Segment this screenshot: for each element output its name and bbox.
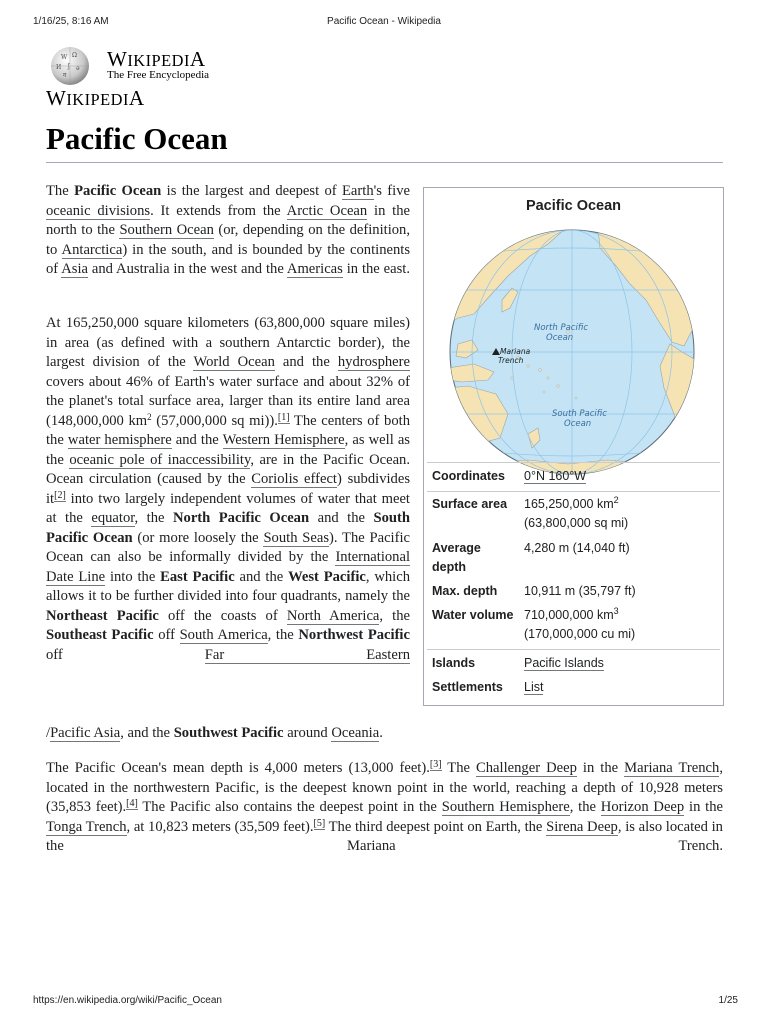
svg-text:И: И: [56, 64, 62, 71]
infobox-label: Max. depth: [432, 584, 498, 598]
map-label-south-pacific-ocean: Ocean: [564, 419, 592, 429]
superscript: 3: [613, 606, 619, 616]
infobox-label: Settlements: [432, 680, 503, 694]
text: and Australia in the west and the: [88, 261, 287, 277]
label-line: Average: [432, 541, 481, 555]
infobox-value: 10,911 m (35,797 ft): [524, 584, 636, 598]
bold-term: Southwest Pacific: [173, 725, 284, 741]
text: The third deepest point on Earth, the: [325, 818, 547, 835]
text: , the: [134, 510, 173, 526]
text: (or, depending on the definition, to: [46, 222, 410, 258]
value-text: (63,800,000 sq mi): [524, 516, 629, 530]
paragraph-area: [46, 314, 410, 665]
link-water-hemisphere[interactable]: water hemisphere: [67, 432, 172, 448]
print-timestamp: 1/16/25, 8:16 AM: [33, 16, 109, 27]
infobox-label: [432, 539, 524, 577]
link-antarctica[interactable]: Antarctica: [61, 241, 123, 258]
link-challenger-deep[interactable]: Challenger Deep: [476, 760, 577, 776]
text: , and the: [120, 725, 174, 741]
link-north-america[interactable]: North America: [286, 607, 380, 624]
text: , at 10,823 meters (35,509 feet).: [126, 818, 314, 835]
text: The Pacific Ocean's mean depth is 4,000 meters (13,000 feet).: [46, 760, 430, 776]
wikipedia-globe-icon[interactable]: [46, 44, 94, 86]
svg-text:ə: ə: [76, 65, 80, 72]
infobox-value: 4,280 m (14,040 ft): [524, 541, 630, 555]
text: (57,000,000 sq mi)).: [151, 412, 278, 429]
link-coordinates[interactable]: 0°N 160°W: [524, 469, 587, 483]
label-line: depth: [432, 560, 467, 574]
bold-term: Northwest Pacific: [298, 627, 410, 643]
text: in the north to the: [46, 202, 410, 238]
text: , located in the northwestern Pacific, is the deepest known point in the world, reaching a depth of 10,928 meters (35,853 feet).: [46, 760, 723, 815]
map-label-north-pacific: North Pacific: [534, 323, 589, 333]
superscript: 2: [147, 411, 152, 422]
text: and the: [171, 432, 223, 448]
paragraph-area-continued: [46, 724, 723, 744]
pacific-ocean-globe-map[interactable]: [448, 228, 696, 476]
paragraph-depth: [46, 759, 723, 857]
bold-term: West Pacific: [288, 568, 366, 585]
text: The Pacific also contains the deepest point in the: [137, 799, 442, 815]
link-south-seas[interactable]: South Seas: [263, 529, 330, 546]
value-text: (170,000,000 cu mi): [524, 627, 636, 641]
link-oceania[interactable]: Oceania: [331, 725, 380, 741]
text: off the coasts of: [158, 607, 287, 624]
link-far-eastern[interactable]: Far Eastern: [204, 646, 410, 663]
text: . It extends from the: [150, 202, 287, 219]
text: , the: [569, 799, 601, 815]
print-url: https://en.wikipedia.org/wiki/Pacific_Ocean: [33, 995, 222, 1006]
text: At 165,250,000 square kilometers (63,800,000 square miles) in area (as defined with a southern Antarctic border), the largest division of the: [46, 315, 410, 370]
link-equator[interactable]: equator: [91, 510, 135, 526]
link-pacific-asia[interactable]: Pacific Asia: [50, 725, 121, 741]
text: The: [46, 183, 75, 199]
text: , is also located in the Mariana Trench.: [46, 818, 723, 854]
link-hydrosphere[interactable]: hydrosphere: [337, 354, 410, 370]
text: is the largest and deepest of: [161, 183, 343, 199]
print-page-counter: 1/25: [718, 995, 738, 1006]
infobox-divider: [427, 462, 720, 463]
wordmark2-rest: IKIPEDI: [66, 90, 129, 109]
link-mariana-trench[interactable]: Mariana Trench: [624, 760, 720, 776]
title-divider: [46, 162, 723, 163]
svg-text:ग: ग: [63, 72, 67, 79]
infobox-divider: [427, 491, 720, 492]
link-oceanic-divisions[interactable]: oceanic divisions: [46, 202, 151, 219]
text: The: [441, 760, 477, 776]
text: around: [283, 725, 332, 741]
link-international-date-line[interactable]: International Date Line: [46, 549, 410, 585]
infobox-title: Pacific Ocean: [525, 198, 622, 214]
infobox-label: Surface area: [432, 497, 508, 511]
text: 's five: [373, 183, 410, 199]
paragraph-intro: [46, 182, 410, 280]
infobox-label: Islands: [432, 656, 476, 670]
link-pole-of-inaccessibility[interactable]: oceanic pole of inaccessibility: [69, 451, 251, 468]
text: , the: [379, 607, 410, 624]
text: and the: [234, 568, 289, 585]
text: ) in the south, and is bounded by the continents of: [46, 241, 411, 277]
text: into two largely independent volumes of water that meet at the: [46, 490, 410, 526]
map-label-south-pacific: South Pacific: [552, 409, 607, 419]
text: covers about 46% of Earth's water surface and about 32% of the planet's total surface area, larger than its entire land area (148,000,000 km: [46, 373, 410, 429]
link-southern-hemisphere[interactable]: Southern Hemisphere: [441, 799, 570, 815]
infobox-value: [524, 495, 720, 533]
map-label-trench: Trench: [498, 356, 524, 365]
text: off: [46, 646, 205, 663]
citation-5[interactable]: [5]: [313, 817, 326, 829]
text: in the: [684, 799, 723, 815]
text: and the: [274, 354, 338, 370]
wordmark-first-letter: W: [107, 47, 128, 71]
page-title: Pacific Ocean: [46, 121, 228, 156]
citation-4[interactable]: [4]: [126, 798, 138, 809]
wikipedia-tagline: The Free Encyclopedia: [107, 69, 210, 81]
wikipedia-wordmark-secondary[interactable]: [46, 86, 145, 111]
text: off: [153, 627, 180, 643]
text: in the: [576, 760, 625, 776]
link-americas[interactable]: Americas: [286, 261, 343, 277]
text: The centers of both the: [46, 412, 410, 448]
link-asia[interactable]: Asia: [61, 261, 89, 277]
text: (or more loosely the: [132, 529, 264, 546]
bold-term: East Pacific: [160, 568, 235, 585]
link-arctic-ocean[interactable]: Arctic Ocean: [286, 202, 368, 219]
infobox-value: [524, 606, 720, 644]
map-label-north-pacific-ocean: Ocean: [546, 333, 574, 343]
link-world-ocean[interactable]: World Ocean: [193, 354, 275, 370]
text: into the: [105, 568, 161, 585]
wordmark2-last-letter: A: [128, 86, 145, 110]
bold-term: South Pacific Ocean: [46, 510, 410, 546]
link-southern-ocean[interactable]: Southern Ocean: [119, 222, 214, 238]
link-coriolis-effect[interactable]: Coriolis effect: [251, 471, 337, 487]
superscript: 2: [613, 495, 619, 505]
citation-2[interactable]: [2]: [54, 489, 66, 501]
link-settlements-list[interactable]: List: [524, 680, 544, 694]
text: ). The Pacific Ocean can also be informally divided by the: [46, 529, 410, 565]
text: .: [379, 725, 383, 741]
value-text: 165,250,000 km: [524, 497, 614, 511]
infobox-divider: [427, 649, 720, 650]
wordmark-last-letter: A: [189, 47, 206, 71]
bold-term: Pacific Ocean: [74, 183, 162, 199]
text: , as well as the: [46, 432, 410, 468]
link-pacific-islands[interactable]: Pacific Islands: [524, 656, 604, 670]
link-western-hemisphere[interactable]: Western Hemisphere: [222, 432, 345, 448]
text: ) subdivides it: [46, 471, 410, 507]
svg-text:Ω: Ω: [72, 52, 77, 59]
text: , the: [267, 627, 299, 643]
link-south-america[interactable]: South America: [179, 627, 268, 643]
infobox-label: Water volume: [432, 608, 514, 622]
infobox: [423, 187, 724, 706]
text: in the east.: [342, 261, 411, 277]
svg-text:ʃ: ʃ: [68, 63, 70, 70]
link-horizon-deep[interactable]: Horizon Deep: [600, 799, 685, 815]
bold-term: Southeast Pacific: [46, 627, 154, 643]
text: , which allows it to be further divided into four quadrants, namely the: [46, 568, 410, 604]
wordmark2-first-letter: W: [46, 86, 67, 110]
print-page-title: Pacific Ocean - Wikipedia: [327, 16, 441, 27]
link-earth[interactable]: Earth: [342, 183, 374, 199]
value-text: 710,000,000 km: [524, 608, 614, 622]
link-tonga-trench[interactable]: Tonga Trench: [46, 818, 127, 835]
bold-term: Northeast Pacific: [46, 607, 159, 624]
infobox-label: Coordinates: [432, 469, 505, 483]
map-label-mariana: Mariana: [500, 347, 531, 356]
citation-3[interactable]: [3]: [429, 759, 442, 770]
text: and the: [309, 510, 374, 526]
text: , are in the Pacific Ocean. Ocean circulation (caused by the: [46, 451, 410, 487]
graticule: [448, 228, 696, 476]
bold-term: North Pacific Ocean: [172, 510, 310, 526]
svg-text:W: W: [61, 54, 68, 61]
link-sirena-deep[interactable]: Sirena Deep: [546, 818, 618, 835]
wordmark-rest: IKIPEDI: [127, 51, 190, 70]
text: /: [46, 725, 51, 741]
citation-1[interactable]: [1]: [277, 411, 290, 423]
